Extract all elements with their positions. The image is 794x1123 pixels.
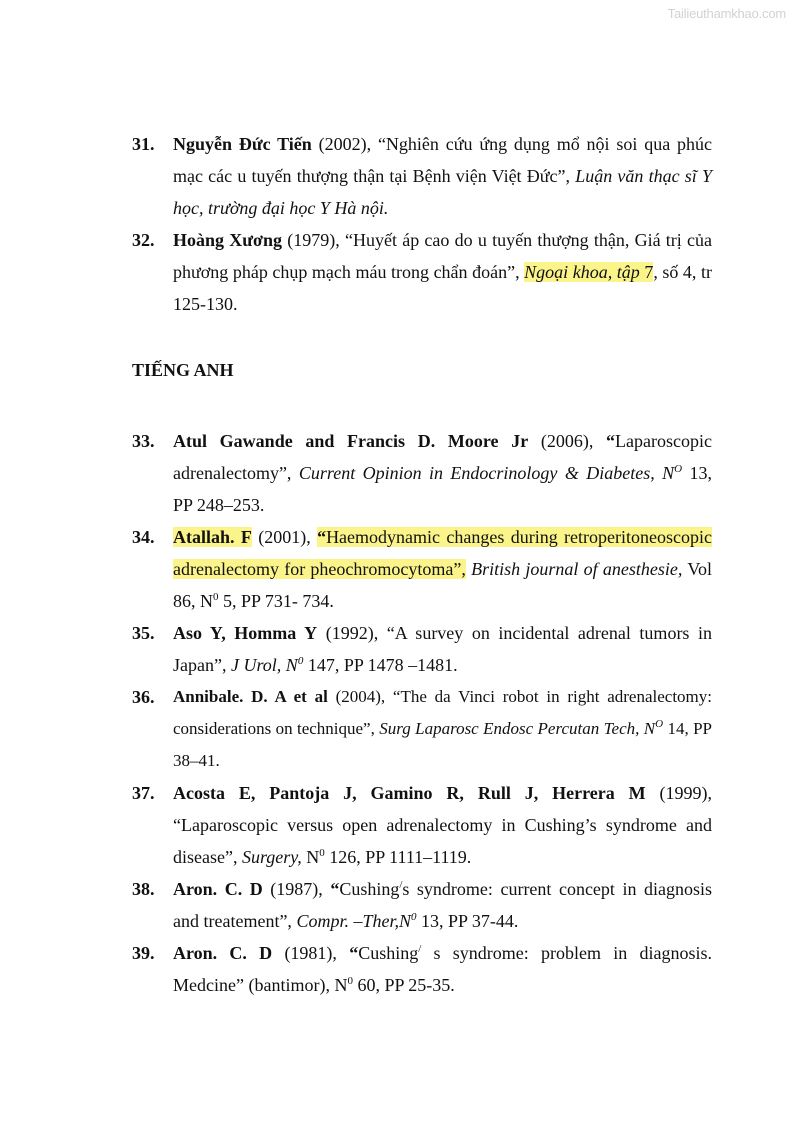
reference-title-rest: s syndrome: problem in diagnosis. Medcine” (bantimor), N — [173, 943, 713, 995]
reference-author: Annibale. D. A et al — [173, 687, 328, 706]
reference-source: Luận văn thạc sĩ Y học, trường đại học Y Hà nội. — [173, 166, 712, 218]
superscript: 0 — [347, 975, 353, 987]
reference-tail: 5, PP 731- 734. — [218, 591, 334, 611]
reference-author: Aron. C. D — [173, 879, 263, 899]
reference-34 — [132, 521, 712, 617]
reference-number: 35. — [132, 623, 155, 643]
reference-author: Nguyễn Đức Tiến — [173, 134, 312, 154]
reference-source: Compr. –Ther,N — [296, 911, 411, 931]
reference-tail: 13, PP 248–253. — [173, 463, 713, 515]
reference-number: 34. — [132, 527, 155, 547]
reference-38 — [132, 873, 712, 937]
reference-tail: 126, PP 1111–1119. — [324, 847, 472, 867]
reference-source: British journal of anesthesie, — [471, 559, 683, 579]
reference-number: 38. — [132, 879, 155, 899]
reference-author: Atul Gawande and Francis D. Moore Jr — [173, 431, 529, 451]
reference-text: (1979), “Huyết áp cao do u tuyến thượng thận, Giá trị của phương pháp chụp mạch máu trong chẩn đoán”, — [173, 230, 712, 282]
reference-number: 36. — [132, 687, 155, 707]
reference-source: Surgery, — [241, 847, 302, 867]
reference-author: Aso Y, Homma Y — [173, 623, 318, 643]
open-quote: “ — [330, 879, 340, 899]
reference-title: Haemodynamic changes during retroperitoneoscopic adrenalectomy for pheochromocytoma”, — [173, 527, 712, 579]
superscript: 0 — [410, 911, 417, 923]
references-english — [132, 425, 712, 1001]
reference-volume: Vol 86, N — [173, 559, 713, 611]
reference-source: Surg Laparosc Endosc Percutan Tech, N — [379, 719, 656, 738]
reference-year: (1987), — [262, 879, 331, 899]
watermark: Tailieuthamkhao.com — [667, 6, 786, 21]
reference-volume: 7 — [644, 262, 654, 282]
reference-tail: 147, PP 1478 –1481. — [303, 655, 458, 675]
reference-tail: , số 4, tr 125-130. — [173, 262, 712, 314]
reference-number: 39. — [132, 943, 155, 963]
superscript: 0 — [297, 655, 304, 667]
reference-text: (2002), “Nghiên cứu ứng dụng mổ nội soi qua phúc mạc các u tuyến thượng thận tại Bệnh viện Việt Đức”, — [173, 134, 712, 186]
superscript: O — [655, 718, 664, 730]
reference-33 — [132, 425, 712, 521]
open-quote: “ — [317, 527, 327, 547]
reference-number: 31. — [132, 134, 155, 154]
reference-tail: 60, PP 25-35. — [352, 975, 455, 995]
reference-author: Acosta E, Pantoja J, Gamino R, Rull J, Herrera M — [173, 783, 646, 803]
references-vietnamese — [132, 128, 712, 320]
reference-tail: 14, PP 38–41. — [173, 719, 712, 770]
highlighted-source — [524, 262, 653, 282]
reference-31 — [132, 128, 712, 224]
reference-year: (1981), — [272, 943, 350, 963]
superscript: O — [674, 463, 683, 475]
reference-source: Ngoại khoa, tập — [524, 262, 645, 282]
reference-number: 32. — [132, 230, 155, 250]
reference-number: 33. — [132, 431, 155, 451]
reference-title-rest: s syndrome: current concept in diagnosis and treatement”, — [173, 879, 712, 931]
reference-author: Aron. C. D — [173, 943, 273, 963]
reference-title: Laparoscopic adrenalectomy”, — [173, 431, 712, 483]
reference-37 — [132, 777, 712, 873]
reference-number: 37. — [132, 783, 155, 803]
reference-year: (2001), — [251, 527, 318, 547]
reference-author: Atallah. F — [173, 527, 252, 547]
open-quote: “ — [606, 431, 616, 451]
apostrophe-mark: / — [418, 943, 422, 955]
reference-title: Cushing — [339, 879, 400, 899]
apostrophe-mark: / — [399, 879, 403, 891]
reference-source: Current Opinion in Endocrinology & Diabetes, N — [298, 463, 675, 483]
reference-32 — [132, 224, 712, 320]
superscript: 0 — [319, 847, 325, 859]
reference-source: J Urol, N — [230, 655, 298, 675]
superscript: 0 — [213, 591, 219, 603]
reference-title: Cushing — [358, 943, 419, 963]
reference-author: Hoàng Xương — [173, 230, 283, 250]
reference-text: (2004), “The da Vinci robot in right adrenalectomy: considerations on technique”, — [173, 687, 713, 738]
reference-36 — [132, 681, 712, 777]
reference-39 — [132, 937, 712, 1001]
open-quote: “ — [349, 943, 359, 963]
reference-year: (2006), — [528, 431, 607, 451]
reference-35 — [132, 617, 712, 681]
reference-tail: 13, PP 37-44. — [416, 911, 519, 931]
section-heading: TIẾNG ANH — [132, 360, 234, 380]
reference-text: (1992), “A survey on incidental adrenal tumors in Japan”, — [173, 623, 712, 675]
reference-text: (1999), “Laparoscopic versus open adrenalectomy in Cushing’s syndrome and disease”, — [173, 783, 712, 867]
reference-volume: N — [301, 847, 320, 867]
